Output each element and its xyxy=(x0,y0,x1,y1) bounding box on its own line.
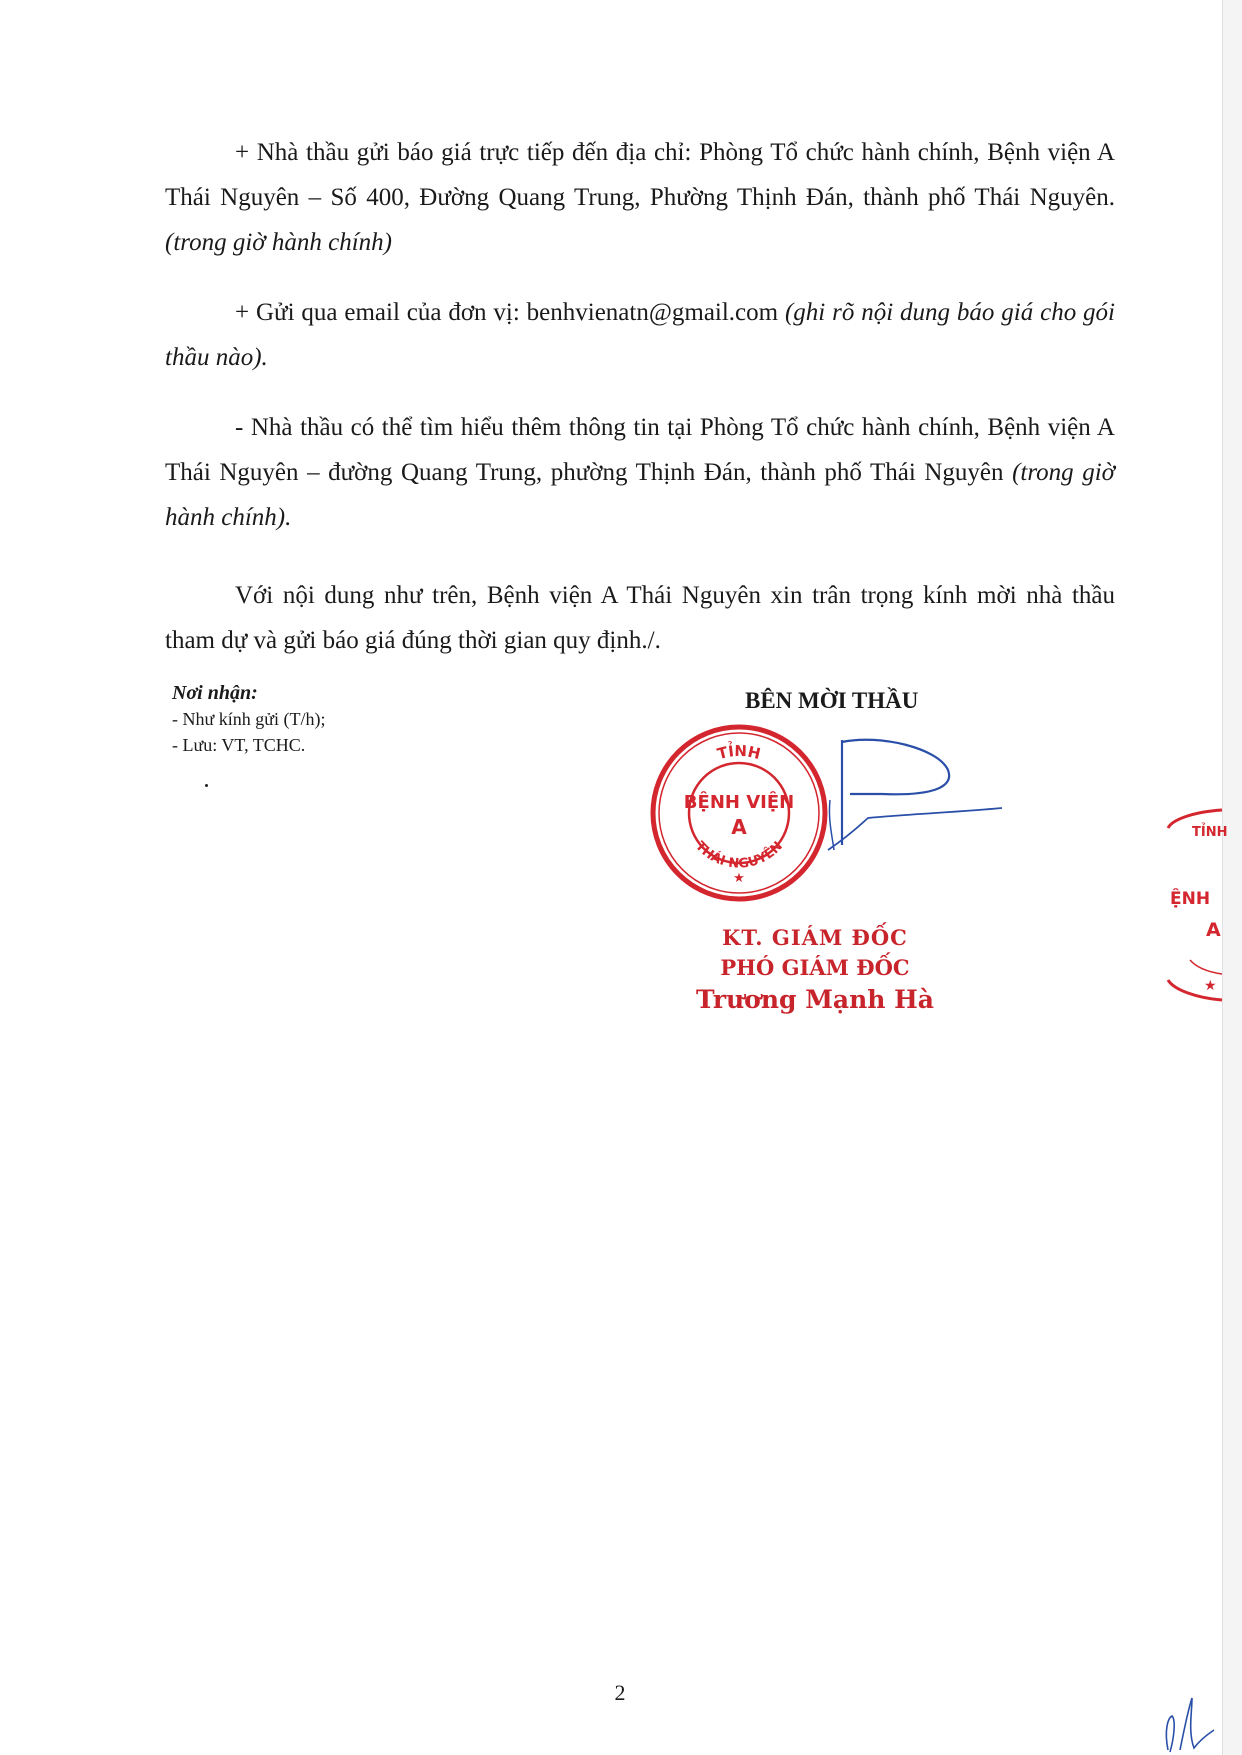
paragraph-italic-note: (trong giờ hành chính). xyxy=(165,459,1116,531)
partial-seal-text2: ỆNH xyxy=(1170,889,1211,909)
partial-seal-star-icon: ★ xyxy=(1204,978,1217,994)
recipients-block xyxy=(172,680,326,758)
page-number: 2 xyxy=(614,1680,626,1705)
stray-dot xyxy=(205,784,208,787)
signer-name: Trương Mạnh Hà xyxy=(696,985,934,1014)
handwritten-initials xyxy=(1158,1690,1218,1755)
paragraph-text: Với nội dung như trên, Bệnh viện A Thái Nguyên xin trân trọng kính mời nhà thầu tham dự và gửi báo giá đúng thời gian quy định./. xyxy=(165,582,1115,654)
seal-bottom-text: THÁI NGUYÊN xyxy=(692,838,786,872)
paragraph-text: + Nhà thầu gửi báo giá trực tiếp đến địa chỉ: Phòng Tổ chức hành chính, Bệnh viện A Thái Nguyên – Số 400, Đường Quang Trung, Phường Thịnh Đán, thành phố Thái Nguyên. xyxy=(165,139,1115,211)
paragraph-text: + Gửi qua email của đơn vị: benhvienatn@gmail.com xyxy=(235,299,779,326)
partial-seal-right-edge xyxy=(1162,800,1228,1010)
signature-role-line2: PHÓ GIÁM ĐỐC xyxy=(720,955,910,980)
recipient-item: - Như kính gửi (T/h); xyxy=(172,709,326,729)
seal-star-icon: ★ xyxy=(733,871,745,886)
partial-seal-text3: A xyxy=(1206,919,1221,941)
handwritten-signature xyxy=(820,730,1020,860)
paragraph-italic-note: (ghi rõ nội dung báo giá cho gói thầu nào). xyxy=(165,299,1116,371)
signature-role-line1: KT. GIÁM ĐỐC xyxy=(722,925,908,950)
recipient-item: - Lưu: VT, TCHC. xyxy=(172,735,306,755)
page-right-edge xyxy=(1222,0,1242,1755)
paragraph-send-email xyxy=(165,290,1115,380)
seal-top-text: TỈNH xyxy=(715,741,763,764)
official-seal xyxy=(648,722,830,904)
paragraph-text: - Nhà thầu có thể tìm hiểu thêm thông tin tại Phòng Tổ chức hành chính, Bệnh viện A Thái Nguyên – đường Quang Trung, phường Thịnh Đán, thành phố Thái Nguyên xyxy=(165,414,1115,486)
paragraph-send-quote-direct xyxy=(165,130,1115,265)
seal-center-line2: A xyxy=(731,815,747,839)
partial-seal-text1: TỈNH xyxy=(1192,825,1228,840)
paragraph-more-info xyxy=(165,405,1115,540)
paragraph-italic-note: (trong giờ hành chính) xyxy=(165,229,392,256)
recipients-title: Nơi nhận: xyxy=(172,682,258,704)
paragraph-invitation xyxy=(165,573,1115,663)
signature-title: BÊN MỜI THẦU xyxy=(745,688,919,713)
seal-center-line1: BỆNH VIỆN xyxy=(683,792,795,813)
